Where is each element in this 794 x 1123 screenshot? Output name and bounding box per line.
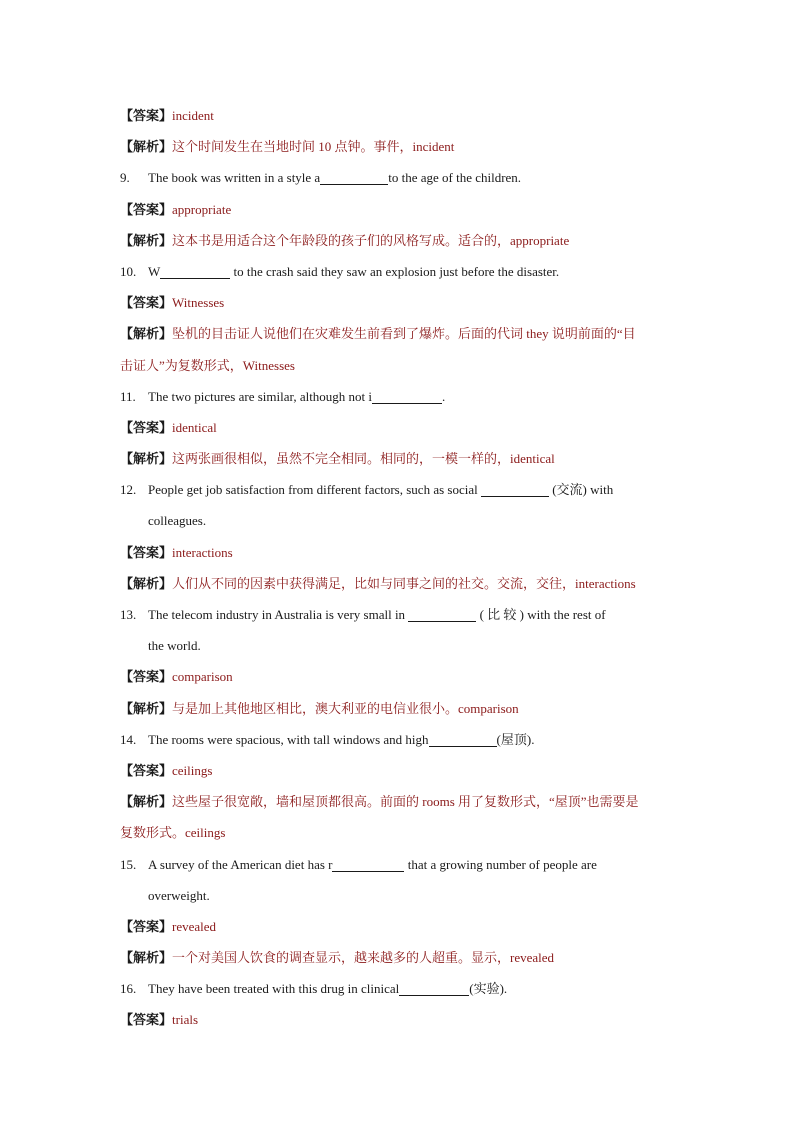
- question-9: [120, 162, 675, 193]
- answer-label: 【答案】: [120, 670, 173, 686]
- answer-line: [120, 412, 675, 443]
- analysis-label: 【解析】: [120, 452, 173, 468]
- question-text: The rooms were spacious, with tall windows and high: [148, 731, 429, 747]
- analysis-text: 复数形式。ceilings: [120, 825, 226, 841]
- analysis-line: [120, 131, 675, 162]
- question-14: [120, 724, 675, 755]
- question-number: 12.: [120, 482, 137, 498]
- analysis-text: 击证人”为复数形式，Witnesses: [120, 357, 295, 373]
- answer-line: [120, 100, 675, 131]
- analysis-line: [120, 942, 675, 973]
- answer-text: interactions: [172, 544, 233, 560]
- analysis-label: 【解析】: [120, 951, 173, 967]
- answer-blank[interactable]: [372, 389, 442, 404]
- question-number: 14.: [120, 731, 137, 747]
- question-11: [120, 381, 675, 412]
- answer-line: [120, 1004, 675, 1035]
- question-text: They have been treated with this drug in clinical: [148, 981, 400, 997]
- answer-text: trials: [172, 1012, 199, 1028]
- analysis-text: 这本书是用适合这个年龄段的孩子们的风格写成。适合的，appropriate: [172, 232, 570, 248]
- answer-blank[interactable]: [481, 482, 549, 497]
- answer-line: [120, 537, 675, 568]
- analysis-label: 【解析】: [120, 795, 173, 811]
- answer-text: identical: [172, 419, 217, 435]
- answer-line: [120, 755, 675, 786]
- answer-text: comparison: [172, 669, 233, 685]
- answer-text: incident: [172, 108, 214, 123]
- question-text: to the age of the children.: [388, 170, 522, 186]
- analysis-line: [120, 693, 675, 724]
- question-text: the world.: [148, 638, 201, 654]
- answer-blank[interactable]: [320, 170, 388, 185]
- question-12: [120, 474, 675, 505]
- answer-line: [120, 911, 675, 942]
- question-number: 11.: [120, 388, 136, 404]
- question-text: People get job satisfaction from different factors, such as social: [148, 482, 478, 498]
- analysis-line: [120, 443, 675, 474]
- analysis-line: [120, 318, 675, 349]
- question-text: The two pictures are similar, although not i: [148, 388, 373, 404]
- answer-label: 【答案】: [120, 919, 173, 935]
- answer-blank[interactable]: [408, 607, 476, 622]
- question-text: that a growing number of people are: [404, 856, 597, 872]
- answer-text: ceilings: [172, 762, 213, 778]
- document-page: [120, 100, 675, 1036]
- answer-blank[interactable]: [429, 732, 497, 747]
- analysis-line: [120, 786, 675, 817]
- analysis-label: 【解析】: [120, 233, 173, 249]
- question-number: 10.: [120, 263, 137, 279]
- answer-label: 【答案】: [120, 296, 173, 312]
- question-text: W: [148, 263, 161, 279]
- answer-label: 【答案】: [120, 1013, 173, 1029]
- answer-blank[interactable]: [332, 857, 404, 872]
- question-15: [120, 849, 675, 880]
- question-number: 13.: [120, 607, 137, 622]
- answer-text: revealed: [172, 918, 217, 934]
- analysis-text: 与是加上其他地区相比，澳大利亚的电信业很小。comparison: [172, 700, 519, 716]
- question-text: (实验).: [469, 981, 508, 997]
- analysis-label: 【解析】: [120, 576, 173, 592]
- question-number: 9.: [120, 170, 130, 186]
- analysis-label: 【解析】: [120, 701, 173, 717]
- answer-text: Witnesses: [172, 295, 225, 311]
- answer-text: appropriate: [172, 201, 232, 217]
- question-text: The telecom industry in Australia is very small in: [148, 607, 409, 622]
- question-15-continued: [120, 880, 675, 911]
- analysis-text: 这两张画很相似，虽然不完全相同。相同的，一模一样的，identical: [172, 451, 555, 467]
- question-10: [120, 256, 675, 287]
- question-12-continued: [120, 505, 675, 536]
- question-number: 15.: [120, 856, 137, 872]
- question-16: [120, 973, 675, 1004]
- analysis-text: 这个时间发生在当地时间 10 点钟。事件，incident: [172, 139, 455, 155]
- question-text: ( 比 较 ) with the rest of: [479, 607, 606, 622]
- answer-label: 【答案】: [120, 202, 173, 218]
- answer-label: 【答案】: [120, 763, 173, 779]
- answer-label: 【答案】: [120, 420, 173, 436]
- analysis-line-continued: [120, 350, 675, 381]
- question-13-continued: [120, 630, 675, 661]
- question-text: The book was written in a style a: [148, 170, 321, 186]
- answer-blank[interactable]: [399, 981, 469, 996]
- analysis-text: 一个对美国人饮食的调查显示，越来越多的人超重。显示，revealed: [172, 950, 555, 966]
- answer-label: 【答案】: [120, 545, 173, 561]
- analysis-line: [120, 225, 675, 256]
- analysis-line-continued: [120, 817, 675, 848]
- question-13: [120, 599, 675, 630]
- analysis-text: 这些屋子很宽敞，墙和屋顶都很高。前面的 rooms 用了复数形式，“屋顶”也需要是: [172, 794, 639, 810]
- analysis-text: 人们从不同的因素中获得满足，比如与同事之间的社交。交流，交往，interactions: [172, 575, 636, 591]
- answer-label: 【答案】: [120, 109, 173, 124]
- analysis-label: 【解析】: [120, 327, 173, 343]
- answer-line: [120, 194, 675, 225]
- analysis-label: 【解析】: [120, 140, 173, 156]
- question-text: (交流) with: [552, 482, 614, 498]
- question-text: colleagues.: [148, 513, 207, 529]
- question-number: 16.: [120, 981, 137, 997]
- question-text: to the crash said they saw an explosion just before the disaster.: [230, 263, 560, 279]
- answer-line: [120, 287, 675, 318]
- question-text: .: [442, 388, 446, 404]
- analysis-line: [120, 568, 675, 599]
- answer-line: [120, 661, 675, 692]
- analysis-text: 坠机的目击证人说他们在灾难发生前看到了爆炸。后面的代词 they 说明前面的“目: [172, 326, 636, 342]
- question-text: A survey of the American diet has r: [148, 856, 333, 872]
- question-text: (屋顶).: [496, 731, 535, 747]
- question-text: overweight.: [148, 887, 210, 903]
- answer-blank[interactable]: [160, 264, 230, 279]
